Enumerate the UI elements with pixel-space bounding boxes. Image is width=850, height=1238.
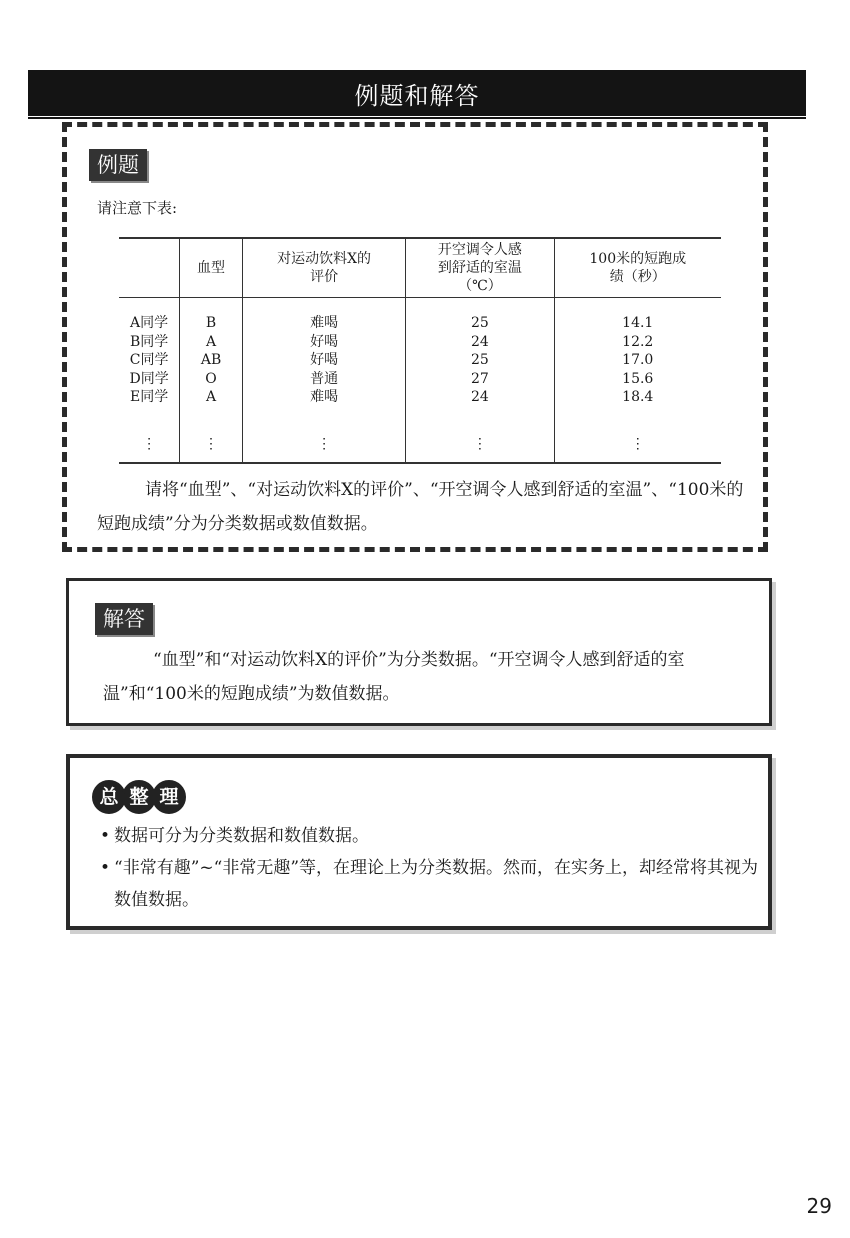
table-cell: A <box>205 389 217 405</box>
blood-type-column <box>180 298 243 427</box>
example-label: 例题 <box>89 149 147 181</box>
table-cell: D同学 <box>129 370 169 387</box>
table-cell: 14.1 <box>622 315 654 331</box>
page-number: 29 <box>806 1194 832 1218</box>
table-cell: 12.2 <box>622 333 654 350</box>
table-cell: 27 <box>471 370 489 387</box>
table-cell: B <box>205 315 217 331</box>
table-cell: 24 <box>471 389 489 405</box>
summary-badge-char: 整 <box>122 780 156 814</box>
table-cell: 15.6 <box>622 370 654 387</box>
table-cell: 17.0 <box>622 352 654 368</box>
table-header-cell: 开空调令人感 到舒适的室温 （℃） <box>406 238 554 298</box>
answer-box <box>66 578 772 726</box>
section-title: 例题和解答 <box>354 81 480 110</box>
table-cell: A同学 <box>130 315 169 331</box>
ellipsis: ⋮ <box>119 426 180 463</box>
answer-label: 解答 <box>95 603 153 635</box>
student-column <box>119 298 180 427</box>
ellipsis: ⋮ <box>406 426 554 463</box>
table-cell: E同学 <box>129 389 169 405</box>
table-cell: A <box>205 333 217 350</box>
section-header <box>28 70 806 116</box>
table-cell: 24 <box>471 333 489 350</box>
table-header-cell: 100米的短跑成 绩（秒） <box>554 238 721 298</box>
example-box <box>62 122 768 552</box>
table-body-row <box>119 298 721 427</box>
table-cell: 18.4 <box>622 389 654 405</box>
summary-badge-char: 总 <box>92 780 126 814</box>
table-cell: 难喝 <box>310 315 339 331</box>
room-temp-column <box>406 298 554 427</box>
summary-item: • 数据可分为分类数据和数值数据。 <box>100 820 760 852</box>
summary-badge <box>92 780 182 814</box>
summary-box <box>66 754 772 930</box>
example-question: 请将“血型”、“对运动饮料X的评价”、“开空调令人感到舒适的室温”、“100米的短跑成绩”分为分类数据或数值数据。 <box>97 480 744 534</box>
summary-list <box>100 820 760 916</box>
table-header-cell: 血型 <box>180 238 243 298</box>
example-intro: 请注意下表: <box>97 199 178 217</box>
table-cell: 难喝 <box>310 389 339 405</box>
table-cell: C同学 <box>129 352 169 368</box>
ellipsis: ⋮ <box>554 426 721 463</box>
table-ellipsis-row <box>119 426 721 463</box>
table-header-row <box>119 238 721 298</box>
table-cell: AB <box>200 352 222 368</box>
table-header-cell: 对运动饮料X的 评价 <box>242 238 405 298</box>
answer-text: “血型”和“对运动饮料X的评价”为分类数据。“开空调令人感到舒适的室温”和“100米的短跑成绩”为数值数据。 <box>103 650 685 704</box>
table-header-cell <box>119 238 180 298</box>
drink-rating-column <box>242 298 405 427</box>
summary-item: • “非常有趣”~“非常无趣”等，在理论上为分类数据。然而，在实务上，却经常将其视为数值数据。 <box>100 852 760 916</box>
table-cell: 25 <box>471 352 489 368</box>
table-cell: B同学 <box>129 333 169 350</box>
ellipsis: ⋮ <box>180 426 243 463</box>
table-cell: 好喝 <box>310 333 339 350</box>
table-cell: 25 <box>471 315 489 331</box>
table-cell: 好喝 <box>310 352 339 368</box>
table-cell: 普通 <box>310 370 339 387</box>
data-table <box>119 237 721 464</box>
sprint-time-column <box>554 298 721 427</box>
ellipsis: ⋮ <box>242 426 405 463</box>
table-cell: O <box>205 370 217 387</box>
summary-badge-char: 理 <box>152 780 186 814</box>
